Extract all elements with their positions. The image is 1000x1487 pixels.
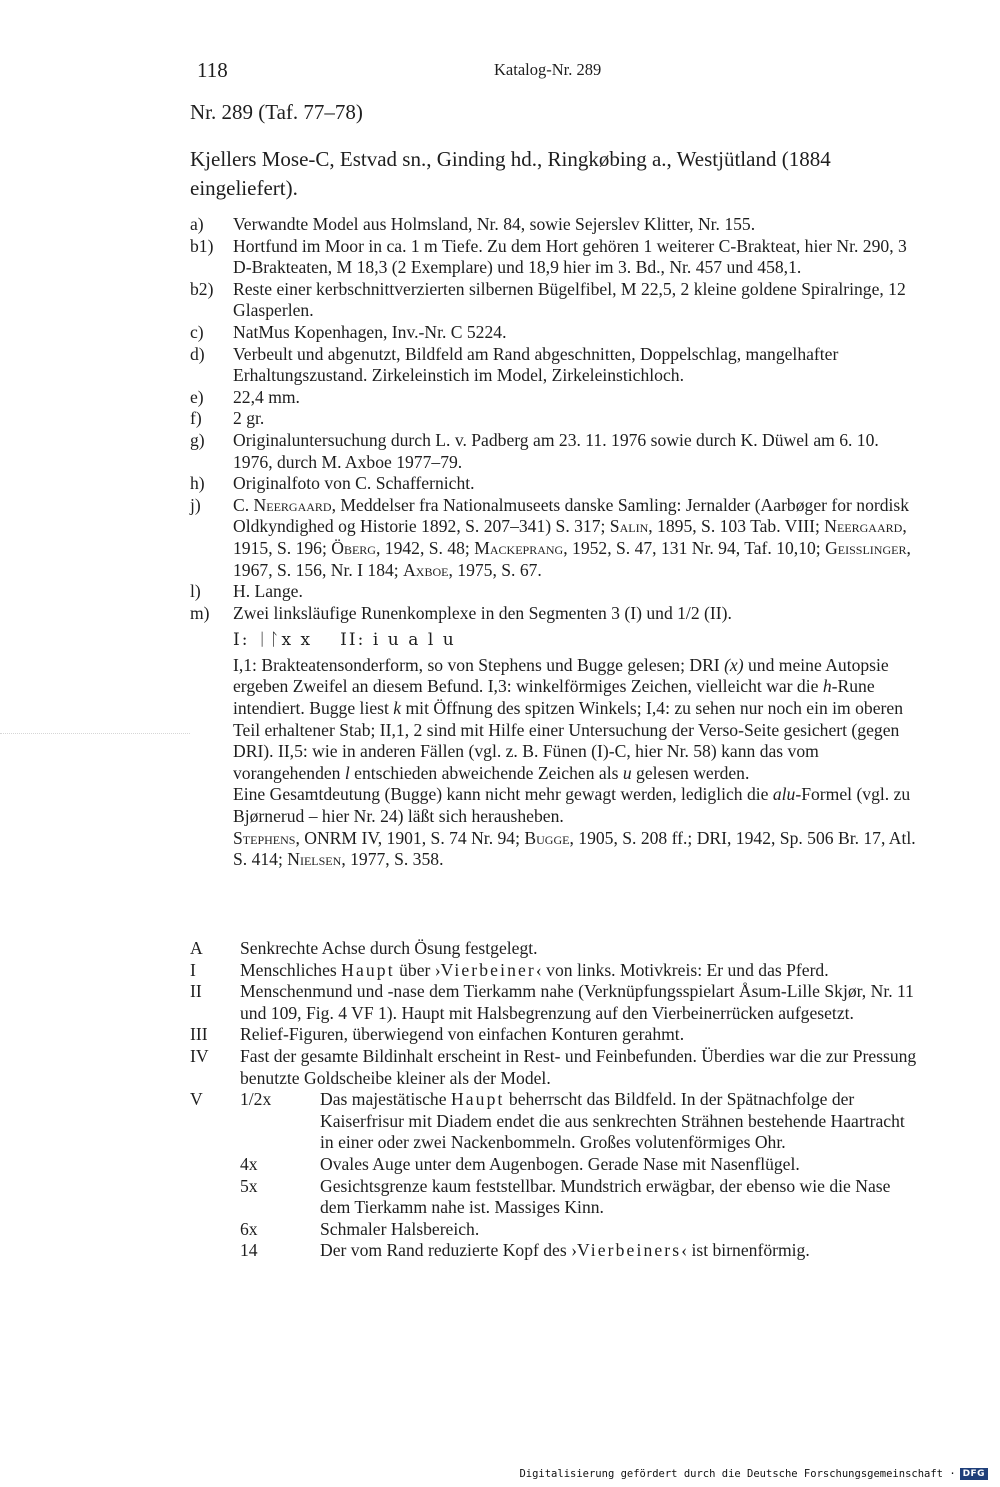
detail-text bbox=[320, 1240, 810, 1260]
field-key: a) bbox=[190, 214, 204, 234]
detail-text bbox=[320, 1089, 905, 1152]
italic-term: k bbox=[393, 698, 402, 719]
field-row bbox=[190, 430, 920, 473]
iconography-row bbox=[190, 938, 920, 960]
field-key: h) bbox=[190, 473, 205, 494]
iconography-text bbox=[240, 1024, 684, 1044]
text-segment: Schmaler Halsbereich. bbox=[320, 1218, 480, 1239]
text-segment: Eine Gesamtdeutung (Bugge) kann nicht mehr gewagt werden, lediglich die bbox=[233, 784, 773, 805]
field-key: l) bbox=[190, 581, 201, 602]
rune-transliteration bbox=[233, 630, 920, 652]
entry-number: Nr. 289 (Taf. 77–78) bbox=[190, 100, 363, 124]
field-text: Originalfoto von C. Schaffernicht. bbox=[233, 473, 475, 494]
field-row bbox=[190, 387, 920, 409]
iconography-text bbox=[240, 938, 538, 958]
author-name: Bugge bbox=[524, 827, 570, 848]
italic-term: (x) bbox=[724, 654, 744, 675]
scan-artifact-dots bbox=[0, 733, 190, 734]
text-segment: , 1942, S. 48; bbox=[375, 537, 475, 558]
field-text: Hortfund im Moor in ca. 1 m Tiefe. Zu dem Hort gehören 1 weiterer C-Brakteat, hier Nr. 290, 3 D-Brakteaten, M 18,3 (2 Exemplare) und 18,9 hier im 3. Bd., Nr. 457 und 458,1. bbox=[233, 235, 907, 278]
field-row bbox=[190, 214, 920, 236]
runes-interpretation bbox=[233, 784, 920, 827]
text-segment: , 1975, S. 67. bbox=[448, 559, 542, 580]
text-segment: und meine Autopsie ergeben Zweifel an diesem Befund. I,3: winkelförmiges Zeichen, vielleicht war die bbox=[233, 654, 889, 697]
text-segment: Gesichtsgrenze kaum feststellbar. Mundstrich erwägbar, der ebenso wie die Nase dem Tierkamm nahe ist. Massiges Kinn. bbox=[320, 1175, 891, 1218]
text-segment: entschieden abweichende Zeichen als bbox=[349, 762, 623, 783]
dfg-logo-icon: DFG bbox=[960, 1468, 988, 1480]
text-segment: C. bbox=[233, 494, 254, 515]
text-segment: , 1967, S. 156, Nr. I 184; bbox=[233, 537, 911, 580]
detail-item bbox=[240, 1176, 920, 1219]
details-row bbox=[190, 1089, 920, 1262]
field-row bbox=[190, 344, 920, 387]
detail-text bbox=[320, 1219, 479, 1239]
funding-footer bbox=[519, 1468, 988, 1480]
text-segment: Fast der gesamte Bildinhalt erscheint in Rest- und Feinbefunden. Überdies war die zur Pressung benutzte Goldscheibe kleiner als der Model. bbox=[240, 1045, 917, 1088]
iconography-key: I bbox=[190, 959, 196, 980]
spaced-term: Vierbeiners bbox=[576, 1240, 682, 1261]
text-segment: mit Öffnung des spitzen Winkels; I,4: zu sehen nur noch ein im oberen Teil erhaltener Stab; II,1, 2 sind mit Hilfe einer Untersuchung der Verso-Seite gesichert (gegen DRI). II,5: wie in anderen Fällen (vgl. z. B. Fünen (I)-C, hier Nr. 58) kann das vom vorangehenden bbox=[233, 698, 904, 783]
field-row bbox=[190, 408, 920, 430]
text-segment: über › bbox=[394, 959, 441, 980]
text-segment: , 1895, S. 103 Tab. VIII; bbox=[648, 516, 825, 537]
author-name: Nielsen bbox=[287, 849, 342, 870]
detail-item bbox=[240, 1154, 920, 1176]
iconography-row bbox=[190, 960, 920, 982]
iconography-fields bbox=[190, 938, 920, 1262]
author-name: Öberg bbox=[331, 537, 376, 558]
text-segment: Der vom Rand reduzierte Kopf des › bbox=[320, 1240, 577, 1261]
running-head: Katalog-Nr. 289 bbox=[494, 60, 602, 79]
detail-code: 4x bbox=[240, 1153, 258, 1174]
author-name: Geisslinger bbox=[825, 537, 907, 558]
field-key: b1) bbox=[190, 235, 214, 256]
text-segment: Menschliches bbox=[240, 959, 342, 980]
italic-term: h bbox=[822, 676, 832, 697]
detail-code: 1/2x bbox=[240, 1089, 272, 1110]
text-segment: , Meddelser fra Nationalmuseets danske Samling: Jernalder (Aarbøger for nordisk Oldkyndighed og Historie 1892, S. 207–341) S. 317; bbox=[233, 494, 910, 537]
detail-item bbox=[240, 1089, 920, 1154]
text-segment: -Formel (vgl. zu Bjørnerud – hier Nr. 24) läßt sich herausheben. bbox=[233, 784, 911, 827]
text-segment: , 1905, S. 208 ff.; DRI, 1942, Sp. 506 Br. 17, Atl. S. 414; bbox=[233, 827, 916, 870]
text-segment: gelesen werden. bbox=[631, 762, 750, 783]
detail-code: 14 bbox=[240, 1240, 258, 1261]
author-name: Neergaard bbox=[824, 516, 903, 537]
find-location: Kjellers Mose-C, Estvad sn., Ginding hd., Ringkøbing a., Westjütland (1884 eingeliefert). bbox=[190, 147, 831, 200]
field-row bbox=[190, 322, 920, 344]
field-text: Reste einer kerbschnittverzierten silbernen Bügelfibel, M 22,5, 2 kleine goldene Spiralringe, 12 Glasperlen. bbox=[233, 278, 906, 321]
text-segment: Senkrechte Achse durch Ösung festgelegt. bbox=[240, 938, 538, 958]
italic-term: u bbox=[622, 762, 632, 783]
field-text: Originaluntersuchung durch L. v. Padberg am 23. 11. 1976 sowie durch K. Düwel am 6. 10. 1976, durch M. Axboe 1977–79. bbox=[233, 429, 879, 472]
runes-row bbox=[190, 603, 920, 871]
field-key: e) bbox=[190, 386, 204, 407]
field-row bbox=[190, 473, 920, 495]
text-segment: beherrscht das Bildfeld. In der Spätnachfolge der Kaiserfrisur mit Diadem endet die aus senkrechten Strähnen bestehende Haartracht in einer oder zwei Nackenbommeln. Großes volutenförmiges Ohr. bbox=[320, 1089, 905, 1153]
runes-commentary bbox=[233, 655, 920, 785]
iconography-key: IV bbox=[190, 1045, 209, 1066]
text-segment: Relief-Figuren, überwiegend von einfachen Konturen gerahmt. bbox=[240, 1024, 685, 1045]
rune-group-2: II: i u a l u bbox=[340, 630, 456, 651]
author-name: Salin bbox=[609, 516, 649, 537]
iconography-key: II bbox=[190, 981, 202, 1002]
detail-code: 6x bbox=[240, 1218, 258, 1239]
text-segment: Menschenmund und -nase dem Tierkamm nahe (Verknüpfungsspielart Åsum-Lille Skjør, Nr. 11 und 109, Fig. 4 VF 1). Haupt mit Halsbegrenzung auf den Vierbeinerrücken aufgesetzt. bbox=[240, 981, 914, 1023]
iconography-row bbox=[190, 1046, 920, 1089]
field-row bbox=[190, 279, 920, 322]
runes-intro: Zwei linksläufige Runenkomplexe in den Segmenten 3 (I) und 1/2 (II). bbox=[233, 602, 732, 623]
iconography-text bbox=[240, 1046, 916, 1088]
spaced-term: Haupt bbox=[341, 959, 395, 980]
author-name: Mackeprang bbox=[474, 537, 564, 558]
field-text: Verbeult und abgenutzt, Bildfeld am Rand abgeschnitten, Doppelschlag, mangelhafter Erhaltungszustand. Zirkeleinstich im Model, Zirkeleinstichloch. bbox=[233, 343, 839, 386]
detail-item bbox=[240, 1219, 920, 1241]
text-segment: ‹ ist birnenförmig. bbox=[681, 1240, 810, 1261]
field-row bbox=[190, 236, 920, 279]
text-segment: ‹ von links. Motivkreis: Er und das Pferd. bbox=[535, 959, 829, 980]
field-key: j) bbox=[190, 494, 201, 515]
detail-code: 5x bbox=[240, 1175, 258, 1196]
field-key: b2) bbox=[190, 278, 214, 299]
iconography-key: III bbox=[190, 1024, 208, 1045]
text-segment: Das majestätische bbox=[320, 1089, 451, 1110]
field-text: H. Lange. bbox=[233, 581, 303, 602]
iconography-text bbox=[240, 981, 914, 1023]
literature-text bbox=[233, 495, 911, 580]
detail-text bbox=[320, 1154, 800, 1174]
author-name: Axboe bbox=[403, 559, 449, 580]
field-text: 22,4 mm. bbox=[233, 386, 300, 407]
italic-term: l bbox=[344, 762, 350, 783]
page-number: 118 bbox=[197, 58, 228, 82]
field-key: m) bbox=[190, 602, 210, 623]
spaced-term: Haupt bbox=[450, 1089, 505, 1110]
text-segment: I,1: Brakteatensonderform, so von Stephens und Bugge gelesen; DRI bbox=[233, 654, 725, 675]
field-text: Verwandte Model aus Holmsland, Nr. 84, sowie Sejerslev Klitter, Nr. 155. bbox=[233, 214, 756, 234]
italic-term: alu bbox=[772, 784, 796, 805]
text-segment: , 1977, S. 358. bbox=[341, 849, 444, 870]
drawing-row bbox=[190, 581, 920, 603]
iconography-row bbox=[190, 1024, 920, 1046]
catalog-fields bbox=[190, 214, 920, 871]
text-segment: , 1952, S. 47, 131 Nr. 94, Taf. 10,10; bbox=[563, 537, 826, 558]
field-key: c) bbox=[190, 321, 204, 342]
author-name: Neergaard bbox=[253, 494, 332, 515]
field-key: f) bbox=[190, 408, 202, 429]
text-segment: Ovales Auge unter dem Augenbogen. Gerade Nase mit Nasenflügel. bbox=[320, 1153, 800, 1174]
detail-text bbox=[320, 1176, 890, 1218]
literature-row bbox=[190, 495, 920, 581]
iconography-key: A bbox=[190, 938, 203, 958]
text-segment: , ONRM IV, 1901, S. 74 Nr. 94; bbox=[295, 827, 525, 848]
iconography-text bbox=[240, 960, 829, 980]
field-key: d) bbox=[190, 343, 205, 364]
rune-group-1: I: ᛁᛚx x bbox=[233, 630, 313, 651]
runes-references bbox=[233, 828, 920, 871]
field-text: NatMus Kopenhagen, Inv.-Nr. C 5224. bbox=[233, 321, 507, 342]
spaced-term: Vierbeiner bbox=[440, 959, 536, 980]
iconography-key: V bbox=[190, 1089, 203, 1110]
field-key: g) bbox=[190, 429, 205, 450]
author-name: Stephens bbox=[233, 827, 296, 848]
text-segment: , 1915, S. 196; bbox=[233, 516, 907, 558]
iconography-row bbox=[190, 981, 920, 1024]
text-segment: -Rune intendiert. Bugge liest bbox=[233, 676, 875, 719]
field-text: 2 gr. bbox=[233, 408, 265, 429]
detail-item bbox=[240, 1240, 920, 1262]
funding-text: Digitalisierung gefördert durch die Deutsche Forschungsgemeinschaft · bbox=[519, 1468, 956, 1480]
